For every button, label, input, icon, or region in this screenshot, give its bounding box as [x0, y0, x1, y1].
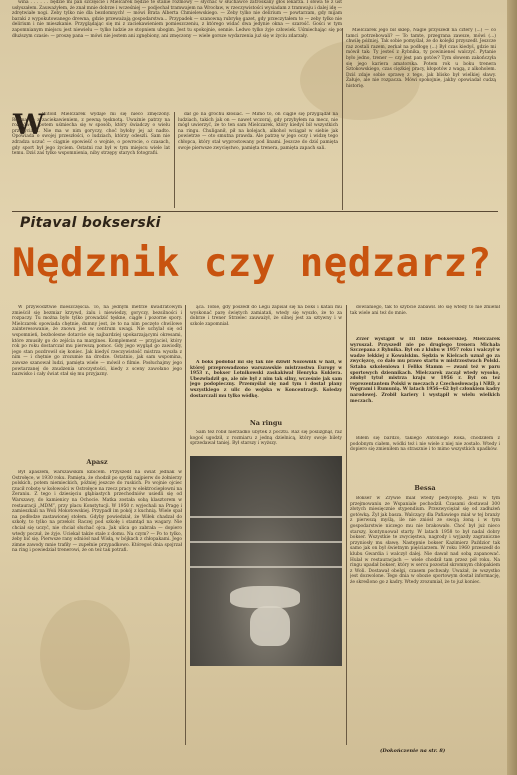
top-text-block1: wina . . . . . . będzie mi pan szczęście i Mielcarek będzie te stanie rozmowy — słychać w słuchawce zatroskany głos lekarza. I słowa te z ust usłyszałem. Zauważyłem, że znał mnie dobrze i wcześniej — podjechał tramwajem na Wrocław, w rzeczywistości wysiadam z tramwaju i dalej idę — zdrętwiałe nogi. Zeby tylko nie dla bezdomnych! — mówi Brata Alberta Chmielewskiego. — Zeby tylko nie delirium — powtarzam, gdy mijam baraki z wypokutowanego drewna, gdzie przeważają gospodarstwa... Przypadek — szanowną rubrykę gazet, gdy przeczytałem to — zeby tylko nie delirium i nie mieszkanie. Przyglądając się mi z zaciekawieniem pomieszczeniu, z którego widać dwa jedynie okna — szarość. Gości w tym zapomnianym miejscu jest niewielu — tylko ludzie ze stopniem ubogim. Jest tu spokojnie, sennie. Ledwo tylko żyje człowiek. Uśmiechając się po dłuższym czasie: — proszę pana — mówi nie jestem ani zgnębiony, ani zmęczony — wiele gorsze wydarzenia już się w życiu zdarzały.	[12, 0, 342, 39]
top-paragraph	[12, 0, 342, 110]
ring-rope	[190, 566, 342, 568]
top-text-block3: dał go na grochu kłosiać. — Mimo to, on ciągle się przyglądał na ludziach, takich jak on — nawet wczoraj, gdy przybyłem na mecz, nie mógł uwierzyć, że to ten sam Mielczarek, który kiedyś bił wszystkich na ringu. Chuliganił, pił na kolejach, alkohol wciągał w siebie jak powietrze — oto smutna prawda. Ale patrzę w jego oczy i widzę tego chłopca, który stał wyprostowany pod linami. Jeszcze do dziś pamięta swoje pierwsze zwycięstwo, pamięta trenera, pamięta zapach sali.	[178, 112, 338, 151]
headline: Nędznik czy nędzarz?	[12, 241, 492, 286]
top-middle-column	[178, 112, 338, 210]
top-text-block2: Witold Mielczarek wydaje mi się nieco zmęczony. Rozmawia z zaciekawieniem, z pewną tęsknotą. Uważnie patrzy na rozmówcę, potem uśmiecha się w sposób, który świadczy o wielu przeżyciach. Nie ma w nim goryczy, choć byłoby jej aż nadto. Opowiada o swojej przeszłości, o ludziach, którzy odeszli. Sam nie zdradza uczuć — ciągnie opowieść o wojnie, o powrocie, o czasach, gdy sport był jego życiem. Ostatni raz był w tym miejscu wiele lat temu. Dziś zaś tylko wspomnienia, niby strzępy starych fotografii.	[12, 112, 170, 157]
article-column-2c	[190, 430, 342, 454]
column-rule	[185, 305, 186, 745]
body-col3d: Bokser w Zrywie miał wtedy pedyceptę. Jeśli w tym przejmowaniu ze Wspaniale pochodził. Czasami dostawał 300 złotych miesięcznie stypendium. Przezwyciężał się od zadłużeń gotówką. Żył jak basza. Walczący dla Pafiawiego miał w tej branży z pierwszą myślą, ile nie zniósł ze swoją żoną i w tym gospodarstwie niczego mu nie brakowało. Choć był już nieco starszy, kontynuował starty. W latach 1958 to był nadal dobry bokser. Wszystkie te zwycięstwa, nagrody i wyjazdy zagraniczne przyniosły mu sławę. Następnie bokser Kazimierz Paździor tak samo jak on był świetnym pięściarzem. W roku 1960 przeszedł do klubu Gwardia i walczył dalej. Nie dawał nad sobą zapanować. Hulał w restauracjach — wiele chodził tam przez pół roku. Na ringu upadał bokser, który w sercu pozostał skromnym chłopakiem z Woli. Dostawał obelgi, czasem pochwały. Uważał, że wszystko jest dozwolone. Tego dnia w obozie sportowym dostał informację, że skreślono go z kadry. Wtedy zrozumiał, że to już koniec.	[350, 496, 500, 585]
article-column-3b	[350, 337, 500, 433]
subhead-apasz: Apasz	[86, 458, 108, 466]
drop-cap-w: W	[13, 108, 45, 141]
body-col2c: Sam też robił nierzadko ubytek z pocztu. Raz się poślizgnął, raz kogoś ugodził, z rozmiaru z jedną dzielnicą, który swoje bilety sprzedawał taniej. Był starszy i wyższy.	[190, 430, 342, 447]
body-col1: W przywództwie mieszczęścia. To, na jednym metrze kwadratowym zmieścił się bezmiar krzywd, żalu i niewiedzy, goryczy, bezsilności i rozpaczy. Tu można było tylko prowadzić tęskne, ciągłe i pozorne spory. Mielczarek opowiada chętnie, dumny jest, że to na nim poczęto chwilowe zainteresowanie, że znowu jest w centrum uwagi. Nie uchylał się od wspomnień, bezbolesne dotarcie się najbardziej upokarzającymi okresami, które zmusiły go do zejścia na margines. Komplement — przyjaciel, który rok po roku dostarczał mu pierwszą pomoc. Gdy jego wygląd go zawiodły, jego stan pozdrowił się koniec. Jak kiedyś rzeczywistość mistrza wyszła z nim — i chętnie go zrozumie na drodze. Ostatnio, jak sam wspomina, zawsze szanował ludzi, pamięta wiele — mówił o filmie. Posłuchajmy jego powtarzanej do znudzenia uroczystości, kiedy z sceny zawołano jego nazwisko i cały świat stał się mu przyjazny.	[12, 305, 182, 378]
ring-rope	[190, 541, 342, 543]
column-rule	[346, 305, 347, 745]
top-left-column	[12, 108, 170, 210]
column-rule	[342, 28, 343, 210]
kicker: Pitaval bokserski	[20, 215, 161, 231]
article-column-3d	[350, 496, 500, 744]
boxing-photo	[190, 456, 342, 666]
article-column-1	[12, 305, 182, 455]
top-text-block4: Mielczarek jego bił sklep, Nagle przyszedł na cztery (...) — co tamci potrzebowali? — To tamte, przegrana zawsze, mówi (...) chwilę później. Tak sobie pomyślał, że do kolejki przyszedł. Jeszcze raz zostali razem, zerkał na podłogę (...) Był czas kiedyś, gdzie mi mówił tak: Ty jesteś z Rybnika, ty powinieneś walczyć. Pytanie było jedno, trener — czy jest pan gotów? Tym słowem zakończyła się jego kariera amatorska. Potem rok u boku trenera Sztokowskiego, czas ciężkiej pracy, kłopotów z wagą, z alkoholem. Dziś zdaje sobie sprawę z tego, jak blisko był wielkiej sławy. Żałuje, ale nie rozpacza. Mówi spokojnie, jakby opowiadał cudzą historię.	[346, 28, 496, 89]
article-column-2	[190, 305, 342, 357]
subhead-na-ringu: Na ringu	[249, 419, 283, 427]
article-column-3c	[350, 436, 500, 480]
top-right-column	[346, 28, 496, 210]
page-edge	[507, 0, 517, 775]
body-col3c: Biłem się bardzo, takiego Antoniego Roka, chodziłem z podobnym ciałem, wódki też i nie wiele z niej nie zostało. Wtedy i dopiero się zmieniłem na strasznie i to mimo wszystkich upadków.	[350, 436, 500, 453]
section-rule	[12, 211, 498, 212]
body-col3: dowlaniego, tak to szybcie zabawił. Bo się wtedy to nie zmienił tak wiele ani też do mnie.	[350, 305, 500, 316]
body-col3b: Zrzer wystąpił w III lidze bokserskiej. Mielczarek wyruszał. Przyszedł nie po drugiego trenera Michała Szczepana z Rybnika. Był on z klubu w 1957 roku i walczył w wadze lekkiej z Kowalskim. Sędzia w Kielcach uznał go za zwycięzcę, co dało mu prawo startu w mistrzostwach Polski. Sztaba szkoleniowa i Feliks Stamm — zwani też w paru sportowych dziennikach. Mielczarek zaczął wtedy wysoko, zdobył tytuł mistrza kraju w 1956 r. Był on też reprezentantem Polski w meczach z Czechosłowacją i NRD, z Węgrami i Rumunią. W latach 1956—62 był członkiem kadry narodowej. Zrobił kariery i wystąpił w wielu wielkich meczach.	[350, 337, 500, 404]
body-col1b: Był apaszem, warszawskim kibicem. Przyszedł na świat jednak w Ostrołęce, w 1930 roku. Pamięta, że chodził po spytki najpierw do żołnierzy polskich, potem niemieckich, później jeszcze do ruskich. Po wojnie ojciec rzucił robotę w kołowości w Ostrołęce na rzecz pracy w elektrociepłowni na Żeraniu. Z tego i dziesięciu głąbiastych przechodniów usiedli się od Warszawy, do kamienicy na Ochocie. Matka została sobą klasztorem w restauracji „MDM”, przy placu Konstytucji. W 1950 r. wyjechali na Pragę i zamieszkali na Woli Mokotowskiej. Przypadł im pokój z kuchnią. Wiele spał na podłodze zastawionej stołem. Gdyby powiedział, że Wiłek chadzał do szkoły, to tylko na przekór. Raczej pod szkołę i stamtąd na wagary. Nie chciał się uczyć, nie chciał słuchać ojca. Jak ulica go zabrała — dopiero wtedy poczuł, że żyje. Uciekał także stale z domu. Na czym? — Po to tylko, żeby bić się. Pierwsze rany odniósł nad Wisłą, w bójkach z chłopakami. Jego zimne zawody mnie trafiły — zupełnie przypadkowo. Któregoś dnia spojrzał na ring i powiedział trenerowi, że on też tak potrafi.	[12, 470, 182, 554]
boxer-figure	[230, 586, 300, 608]
body-col2b: A boks podobał mi się tak nie dziwił Nozownik w hali, w której przeprowadzono warszawskie mistrzostwa Europy w 1953 r., bokser Lotnikowski zaskakiwał Henryka Kukiera. Ubezwładził go, ale nie był z nim tak silny, wcześnie jak sam jego podopieczny. Przemyślał się nad tym i dostał plany wszystkiego z ulic do wojska w Koncentracji. Koledzy dostarczali mu tylko wódkę.	[190, 360, 342, 399]
article-column-1b	[12, 470, 182, 745]
article-column-3	[350, 305, 500, 335]
ring-rope	[190, 516, 342, 518]
boxer-figure	[250, 606, 290, 646]
subhead-bessa: Bessa	[414, 484, 436, 492]
article-column-2b	[190, 360, 342, 416]
column-rule	[174, 112, 175, 208]
body-col2: ąca. Tobie, gdy poszedł do Legii zapisał się na boks i katali mu wyskonać parę świętych zamiatań, wtedy się wyszło, że to za dobrze i trener Strzelec zauważył, że silnej jest za sztywny i w szkole zapomniał.	[190, 305, 342, 327]
continuation-note: (Dokończenie na str. 8)	[380, 748, 446, 754]
